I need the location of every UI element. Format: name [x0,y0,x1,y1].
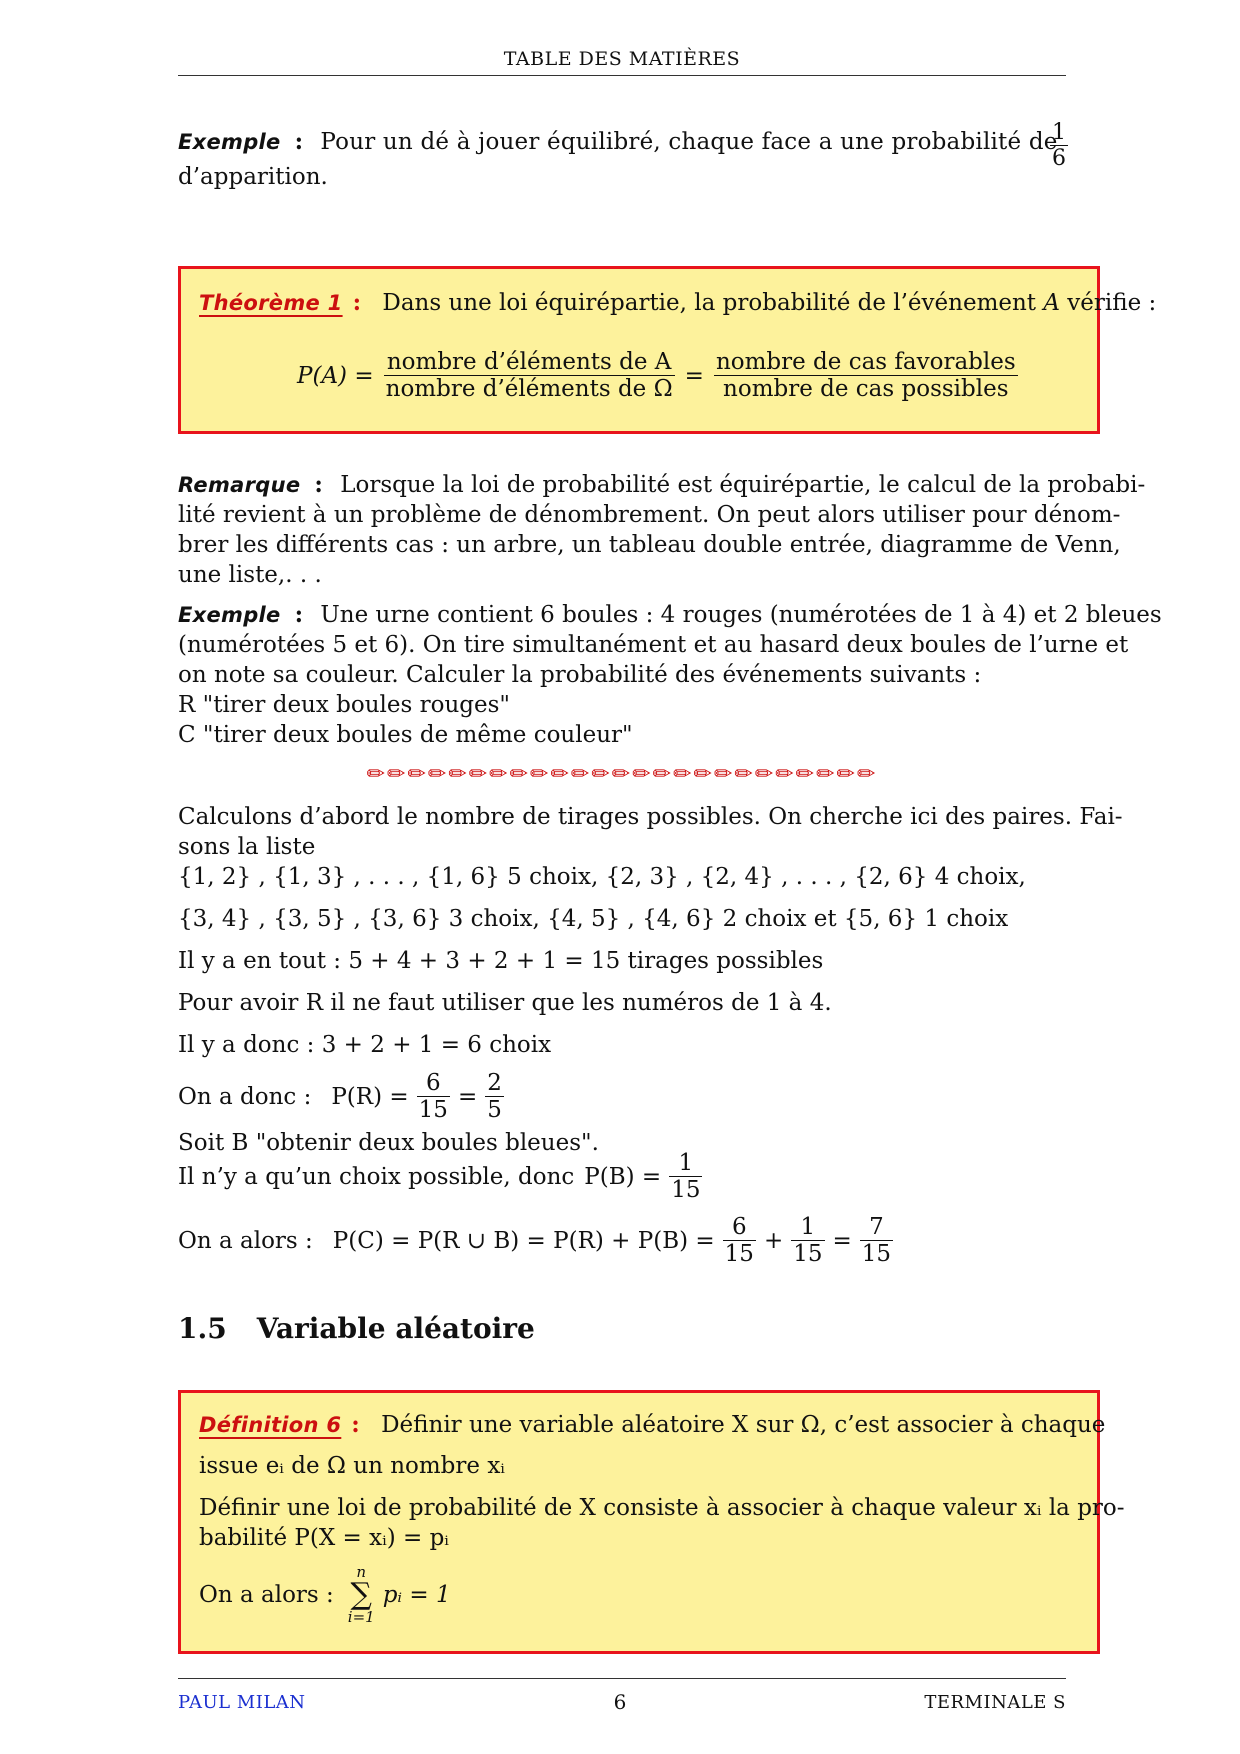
theorem-text-end: vérifie : [1067,290,1157,316]
solution-line: Calculons d’abord le nombre de tirages possibles. On cherche ici des paires. Fai- [178,804,1123,830]
sum-rhs: pᵢ = 1 [382,1582,451,1608]
solution-text: Il n’y a qu’un choix possible, donc [178,1163,575,1190]
theorem-fraction-1 [384,349,675,402]
fraction-numerator: nombre de cas favorables [715,349,1016,375]
definition-box [178,1390,1125,1654]
example-1-fraction [1050,120,1068,171]
fraction-denominator: 15 [793,1241,823,1267]
example-1-label: Exemple [178,130,281,154]
fraction-numerator: 6 [425,1070,441,1096]
solution-p-c [178,1214,893,1267]
example-2-label: Exemple [178,603,281,627]
theorem-text: Dans une loi équirépartie, la probabilité de l’événement [382,290,1037,316]
example-1-text: Pour un dé à jouer équilibré, chaque face a une probabilité de [320,129,1058,155]
theorem-label: Théorème 1 [199,291,343,315]
fraction [485,1070,504,1123]
remark-line: lité revient à un problème de dénombrement. On peut alors utiliser pour dénom- [178,502,1121,528]
fraction [791,1214,824,1267]
theorem-statement [199,289,1156,316]
equals-sign: = [457,1083,478,1110]
solution-b-def: Soit B "obtenir deux boules bleues". [178,1130,599,1156]
definition-text: Définir une loi de probabilité de X consiste à associer à chaque valeur xᵢ la pro- [199,1495,1125,1521]
sigma-icon: ∑ [350,1577,372,1612]
fraction-denominator: nombre de cas possibles [714,375,1018,402]
remark-line: brer les différents cas : un arbre, un tableau double entrée, diagramme de Venn, [178,532,1121,558]
theorem-colon: : [352,289,362,316]
solution-total: Il y a en tout : 5 + 4 + 3 + 2 + 1 = 15 tirages possibles [178,948,824,974]
fraction-denominator: 15 [418,1097,448,1123]
theorem-variable-a: A [1043,290,1060,316]
definition-text: On a alors : [199,1582,334,1608]
fraction-numerator: 2 [487,1070,502,1096]
example-2 [178,600,1162,750]
fraction-denominator: 6 [1052,146,1066,171]
remark-line: Lorsque la loi de probabilité est équirépartie, le calcul de la probabi- [340,472,1146,498]
example-2-line: R "tirer deux boules rouges" [178,692,510,718]
definition-text: babilité P(X = xᵢ) = pᵢ [199,1525,449,1551]
sum-upper-bound: n [356,1563,367,1581]
remark-colon: : [314,471,323,498]
equals-sign: = [832,1227,852,1254]
fraction-numerator: 1 [800,1214,816,1240]
remark-line: une liste,. . . [178,562,322,588]
solution-list-1: {1, 2} , {1, 3} , . . . , {1, 6} 5 choix, {2, 3} , {2, 4} , . . . , {2, 6} 4 choix, [178,864,1026,890]
example-1-colon: : [294,128,304,155]
plus-sign: + [763,1227,784,1254]
fraction-denominator: 5 [487,1097,502,1123]
math-expression: P(B) = [584,1163,662,1190]
theorem-equals: = [684,362,704,389]
solution-text: On a alors : [178,1227,313,1254]
theorem-lhs: P(A) = [297,362,374,389]
fraction [860,1214,893,1267]
math-expression: P(R) = [331,1083,409,1110]
fraction-denominator: nombre d’éléments de Ω [385,376,673,402]
fraction-numerator: 7 [869,1214,884,1240]
fraction-denominator: 15 [724,1241,754,1267]
theorem-box [178,266,1157,434]
fraction-denominator: 15 [671,1177,701,1203]
solution-list-2: {3, 4} , {3, 5} , {3, 6} 3 choix, {4, 5} , {4, 6} 2 choix et {5, 6} 1 choix [178,906,1009,932]
solution-p-r [178,1070,504,1123]
definition-text: issue eᵢ de Ω un nombre xᵢ [199,1453,505,1479]
footer-author: PAUL MILAN [178,1692,306,1713]
fraction-numerator: 1 [1052,120,1066,145]
definition-text: Définir une variable aléatoire X sur Ω, c’est associer à chaque [381,1412,1106,1438]
definition-label: Définition 6 [199,1413,342,1437]
fraction [417,1070,450,1123]
remark-label: Remarque [178,473,301,497]
fraction-denominator: 15 [861,1241,892,1267]
example-2-line: on note sa couleur. Calculer la probabilité des événements suivants : [178,662,982,688]
section-number: 1.5 [178,1312,227,1345]
footer-rule [178,1678,1066,1679]
definition-colon: : [351,1411,360,1438]
example-2-line: (numérotées 5 et 6). On tire simultanément et au hasard deux boules de l’urne et [178,632,1129,658]
solution-text: On a donc : [178,1083,312,1110]
example-1-text-continued: d’apparition. [178,164,328,190]
fraction [723,1214,756,1267]
definition-line [199,1411,1105,1438]
sum-operator [348,1565,375,1625]
example-1 [178,120,1068,190]
section-heading [178,1312,535,1345]
fraction-numerator: 6 [731,1214,747,1240]
math-expression: P(C) = P(R ∪ B) = P(R) + P(B) = [332,1227,715,1254]
solution-p-b [178,1150,702,1203]
solution-intro [178,802,1123,862]
example-2-line: Une urne contient 6 boules : 4 rouges (numérotées de 1 à 4) et 2 bleues [320,602,1162,628]
remark [178,470,1146,590]
fraction-numerator: 1 [678,1150,694,1176]
sum-lower-bound: i=1 [347,1608,375,1626]
footer-level: TERMINALE S [924,1692,1066,1713]
pencil-separator: ✏✏✏✏✏✏✏✏✏✏✏✏✏✏✏✏✏✏✏✏✏✏✏✏✏ [366,762,878,787]
example-2-colon: : [294,601,304,628]
solution-line: sons la liste [178,834,316,860]
fraction-numerator: nombre d’éléments de A [386,349,672,375]
fraction [669,1150,702,1203]
running-header: TABLE DES MATIÈRES [503,48,741,70]
example-2-line: C "tirer deux boules de même couleur" [178,722,633,748]
page-number: 6 [613,1690,627,1714]
theorem-fraction-2 [714,349,1018,402]
section-title: Variable aléatoire [256,1312,535,1345]
theorem-formula [297,349,1018,402]
header-rule [178,75,1066,76]
definition-sum [199,1565,451,1625]
solution-r-text: Pour avoir R il ne faut utiliser que les numéros de 1 à 4. [178,990,832,1016]
solution-r-count: Il y a donc : 3 + 2 + 1 = 6 choix [178,1032,552,1058]
